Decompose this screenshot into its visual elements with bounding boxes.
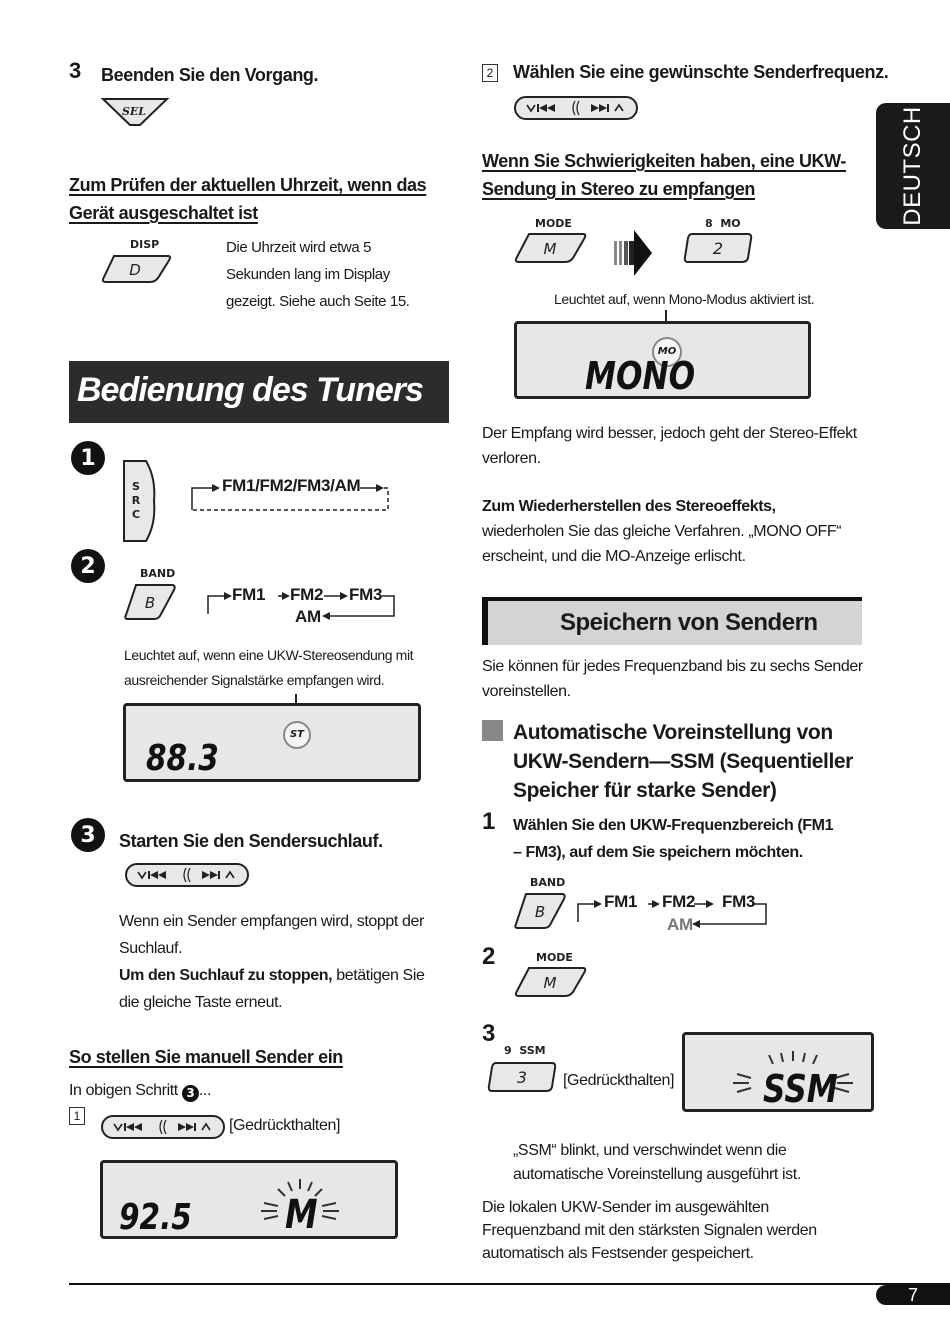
- preset-3-key-icon: [486, 1060, 558, 1094]
- freq-seek-key-icon: [513, 95, 639, 121]
- restore-bold: Zum Wiederherstellen des Stereoeffekts,: [482, 498, 776, 515]
- seek-text: Wenn ein Sender empfangen wird, stoppt der Suchlauf. Um den Suchlauf zu stoppen, betätigen Sie die gleiche Taste erneut.: [119, 913, 425, 1011]
- language-tab-label: DEUTSCH: [899, 106, 926, 226]
- mono-note: Leuchtet auf, wenn Mono-Modus aktiviert ist.: [554, 291, 815, 307]
- check-time-text: Die Uhrzeit wird etwa 5 Sekunden lang im Display gezeigt. Siehe auch Seite 15.: [226, 239, 410, 310]
- language-tab: [876, 103, 950, 229]
- ssm-step-3-number: 3: [482, 1020, 496, 1047]
- difficulty-heading: Wenn Sie Schwierigkeiten haben, eine UKW- Sendung in Stereo zu empfangen: [482, 151, 846, 199]
- display-manual-frequency: 92.5: [119, 1197, 192, 1238]
- ssm-step-1-number: 1: [482, 808, 496, 835]
- manual-heading: So stellen Sie manuell Sender ein: [69, 1047, 343, 1067]
- display-manual: [100, 1160, 398, 1239]
- step-title: Beenden Sie den Vorgang.: [101, 65, 319, 85]
- display-fm: [123, 703, 421, 782]
- seek-key-icon: [124, 862, 250, 888]
- band-flow-fm1: FM1: [232, 585, 266, 604]
- disp-key-icon: [100, 253, 172, 285]
- svg-text:B: B: [144, 594, 156, 612]
- svg-text:M: M: [543, 974, 557, 992]
- store-flow-fm1: FM1: [604, 892, 638, 911]
- display-mono: [514, 321, 811, 399]
- page-number: 7: [876, 1285, 950, 1305]
- svg-text:D: D: [129, 261, 141, 279]
- store-mode-key-label: MODE: [536, 951, 573, 964]
- band-flow-fm3: FM3: [349, 585, 383, 604]
- ssm-step-2-number: 2: [482, 943, 496, 970]
- ssm-hold-label: [Gedrückthalten]: [563, 1072, 674, 1089]
- section-title: Bedienung des Tuners: [69, 361, 449, 423]
- svg-text:B: B: [534, 903, 546, 921]
- store-band-key-label: BAND: [530, 876, 566, 889]
- store-flow-am: AM: [667, 915, 693, 934]
- select-freq-title: Wählen Sie eine gewünschte Senderfrequenz.: [513, 62, 889, 82]
- mo-indicator-icon: MO: [652, 337, 682, 367]
- sel-key-icon: [100, 96, 170, 128]
- seek-stop-bold: Um den Suchlauf zu stoppen,: [119, 967, 333, 984]
- step-circle-1: 1: [71, 441, 105, 475]
- display-ssm: [682, 1032, 874, 1112]
- manual-seek-key-icon: [100, 1114, 226, 1140]
- ssm-blink-note: „SSM“ blinkt, und verschwindet wenn die automatische Voreinstellung ausgeführt ist.: [513, 1142, 801, 1183]
- display-manual-blink: M: [285, 1192, 318, 1238]
- mono-result: Der Empfang wird besser, jedoch geht der Stereo-Effekt verloren.: [482, 425, 857, 467]
- ssm-final-note: Die lokalen UKW-Sender im ausgewählten Frequenzband mit den stärksten Signalen werden automatisch als Festsender gespeichert.: [482, 1199, 817, 1262]
- band-key-label: BAND: [140, 567, 176, 580]
- store-mode-key-icon: [513, 965, 589, 999]
- ssm-key-label: 9 SSM: [504, 1044, 546, 1057]
- band-key-icon: [122, 582, 178, 622]
- auto-heading: Automatische Voreinstellung von UKW-Sendern—SSM (Sequentieller Speicher für starke Sender): [513, 721, 853, 802]
- svg-text:C: C: [131, 508, 141, 521]
- store-flow-fm3: FM3: [722, 892, 756, 911]
- svg-text:2: 2: [712, 239, 724, 258]
- display-frequency: 88.3: [146, 738, 219, 779]
- display-mono-text: MONO: [585, 354, 696, 398]
- restore-text: Zum Wiederherstellen des Stereoeffekts, wiederholen Sie das gleiche Verfahren. „MONO OFF“ erscheint, und die MO-Anzeige erlischt.: [482, 494, 841, 569]
- band-flow-fm2: FM2: [290, 585, 324, 604]
- store-title-bar: Speichern von Sendern: [482, 597, 862, 645]
- sel-key-label: SEL: [121, 105, 147, 118]
- st-indicator-icon: ST: [283, 721, 311, 749]
- svg-text:M: M: [543, 240, 557, 258]
- mo-key-label: 8 MO: [705, 217, 741, 230]
- square-bullet-icon: [482, 720, 503, 741]
- step-number: 3: [69, 58, 82, 83]
- preset-2-key-icon: [682, 231, 754, 265]
- step-circle-3: 3: [71, 818, 105, 852]
- store-flow-fm2: FM2: [662, 892, 696, 911]
- intro-step-circle: 3: [182, 1085, 199, 1102]
- arrow-right-icon: [612, 228, 654, 278]
- select-freq-box: 2: [482, 64, 498, 82]
- svg-text:3: 3: [516, 1068, 528, 1087]
- src-flow-label: FM1/FM2/FM3/AM: [222, 476, 361, 495]
- store-band-key-icon: [512, 891, 568, 931]
- manual-step-box: 1: [69, 1107, 85, 1125]
- store-intro: Sie können für jedes Frequenzband bis zu sechs Sender voreinstellen.: [482, 658, 863, 700]
- mode-key-label: MODE: [535, 217, 572, 230]
- stereo-note: Leuchtet auf, wenn eine UKW-Stereosendung mit ausreichender Signalstärke empfangen wird.: [124, 647, 414, 688]
- svg-text:S: S: [132, 480, 140, 493]
- mode-key-icon: [513, 231, 589, 265]
- ssm-step-1-text: Wählen Sie den UKW-Frequenzbereich (FM1 – FM3), auf dem Sie speichern möchten.: [513, 817, 834, 861]
- manual-hold-label: [Gedrückthalten]: [229, 1117, 340, 1134]
- band-flow-am: AM: [295, 607, 321, 626]
- step-circle-2: 2: [71, 549, 105, 583]
- svg-text:R: R: [131, 494, 141, 507]
- src-key-icon: [120, 458, 160, 544]
- manual-intro: In obigen Schritt 3 ...: [69, 1082, 212, 1100]
- footer-rule: [69, 1283, 950, 1285]
- display-ssm-text: SSM: [763, 1067, 838, 1111]
- disp-key-label: DISP: [130, 238, 160, 251]
- check-time-heading: Zum Prüfen der aktuellen Uhrzeit, wenn das Gerät ausgeschaltet ist: [69, 175, 427, 223]
- seek-title: Starten Sie den Sendersuchlauf.: [119, 831, 383, 851]
